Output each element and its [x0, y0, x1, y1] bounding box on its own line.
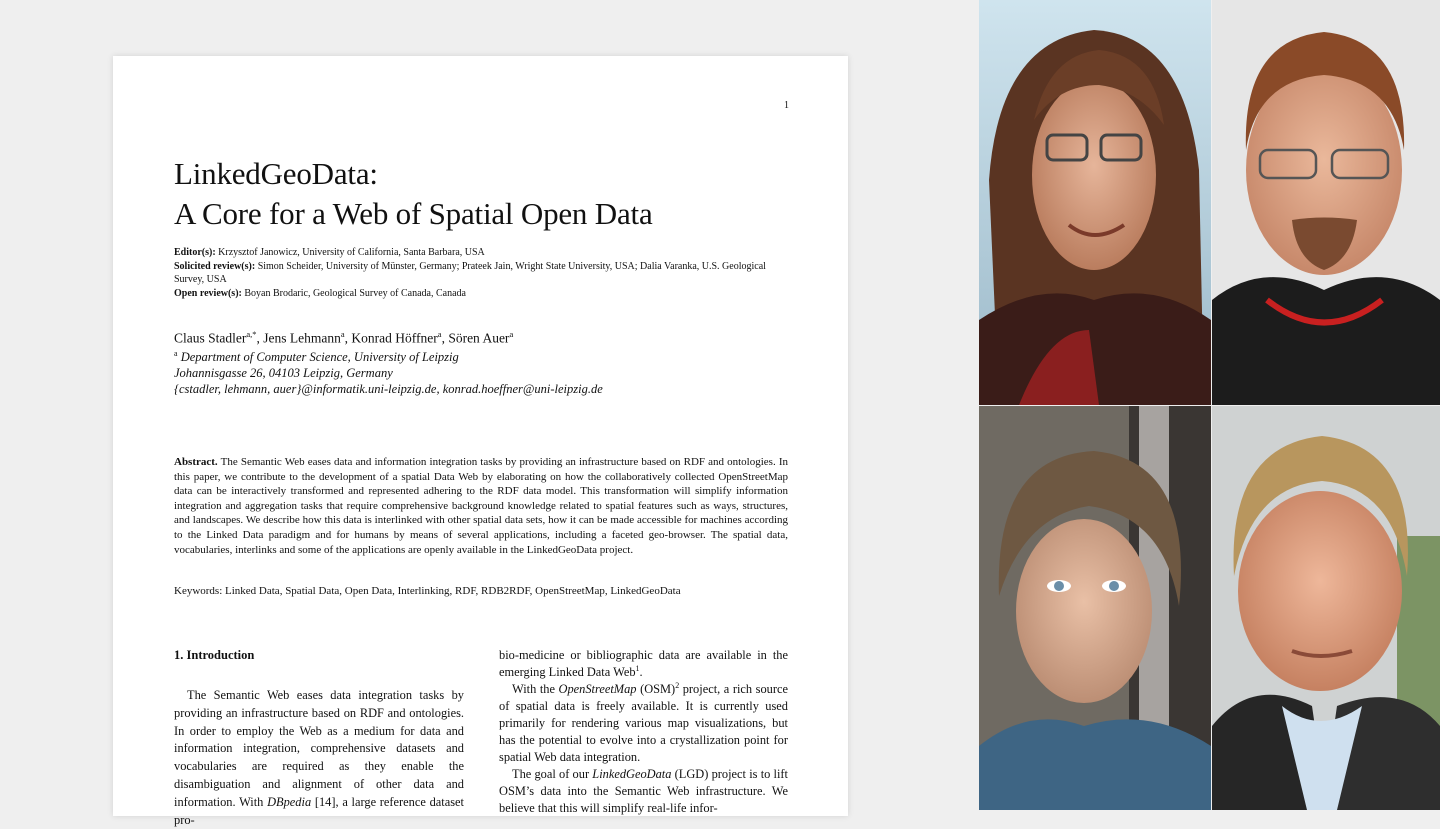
column-right — [499, 647, 788, 817]
affiliation — [174, 346, 603, 397]
author-photo-top-left — [979, 0, 1211, 405]
author-1-sup: a,* — [246, 329, 257, 339]
affiliation-sup: a — [174, 349, 178, 358]
paragraph: bio-medicine or bibliographic data are available in the emerging Linked Data Web$^1$. — [499, 648, 788, 679]
author-2-sup: a — [340, 329, 345, 339]
author-4-sup: a — [509, 329, 514, 339]
open-label: Open review(s): — [174, 287, 242, 299]
section-heading: 1. Introduction — [174, 648, 255, 662]
abstract-label: Abstract. — [174, 456, 218, 468]
solicited-label: Solicited review(s): — [174, 260, 256, 272]
abstract-text: The Semantic Web eases data and information integration tasks by providing an infrastructure based on RDF and ontologies. In this paper, we contribute to the development of a spatial Data Web by elaborating on how the collaboratively collected OpenStreetMap data can be interactively transformed and represented adhering to the RDF data model. This transformation will simplify information integration and aggregation tasks that require comprehensive background knowledge related to spatial features such as ways, structures, and landscapes. We describe how this data is interlinked with other spatial data sets, how it can be made accessible for machines according to the Linked Data paradigm and for humans by means of several applications, including a faceted geo-browser. The spatial data, vocabularies, interlinks and some of the applications are openly available in the LinkedGeoData project. — [174, 456, 788, 556]
paragraph: With the OpenStreetMap (OSM)$^2$ project, a rich source of spatial data is freely available. It is currently used primarily for rendering various map visualizations, but has the potential to evolve into a crystallization point for spatial Web data integration. — [499, 680, 788, 764]
author-4: , Sören Auer — [441, 330, 510, 346]
abstract — [174, 455, 788, 557]
page-number: 1 — [784, 100, 789, 111]
keywords: Keywords: Linked Data, Spatial Data, Open Data, Interlinking, RDF, RDB2RDF, OpenStreetMap, LinkedGeoData — [174, 585, 681, 597]
author-2: , Jens Lehmann — [256, 330, 341, 346]
affiliation-line-1: Department of Computer Science, University of Leipzig — [180, 350, 459, 365]
author-photo-bottom-right — [1212, 406, 1440, 810]
review-info — [174, 246, 774, 300]
editors-label: Editor(s): — [174, 247, 216, 258]
paper-title — [174, 154, 653, 234]
paragraph: The Semantic Web eases data integration tasks by providing an infrastructure based on RDF and ontologies. In order to employ the Web as a medium for data and information integration, comprehensive datasets and vocabularies are required as they enable the disambiguation and alignment of other data and information. With DBpedia [14], a large reference dataset pro- — [174, 688, 464, 827]
author-photo-top-right — [1212, 0, 1440, 405]
solicited-reviewers: Simon Scheider, University of Münster, Germany; Prateek Jain, Wright State University, USA; Dalia Varanka, U.S. Geological Survey, USA — [174, 260, 766, 285]
column-left — [174, 687, 464, 829]
open-reviewers: Boyan Brodaric, Geological Survey of Canada, Canada — [244, 287, 466, 299]
authors — [174, 326, 513, 347]
author-3-sup: a — [437, 329, 442, 339]
affiliation-line-2: Johannisgasse 26, 04103 Leipzig, Germany — [174, 366, 393, 381]
paper-page — [113, 56, 848, 827]
affiliation-emails: {cstadler, lehmann, auer}@informatik.uni-leipzig.de, konrad.hoeffner@uni-leipzig.de — [174, 382, 603, 397]
editors: Krzysztof Janowicz, University of California, Santa Barbara, USA — [218, 247, 485, 258]
author-photo-bottom-left — [979, 406, 1211, 810]
paragraph: The goal of our LinkedGeoData (LGD) project is to lift OSM’s data into the Semantic Web infrastructure. We believe that this will simplify real-life infor- — [499, 767, 788, 815]
author-photos — [979, 0, 1440, 810]
author-1: Claus Stadler — [174, 330, 247, 346]
title-line-2: A Core for a Web of Spatial Open Data — [174, 196, 653, 231]
title-line-1: LinkedGeoData: — [174, 156, 378, 191]
author-3: , Konrad Höffner — [344, 330, 438, 346]
